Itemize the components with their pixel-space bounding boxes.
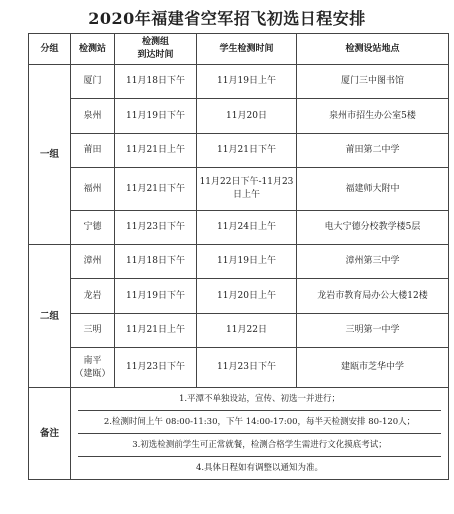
student-time-cell: 11月22日下午-11月23日上午 xyxy=(197,168,297,211)
table-row xyxy=(29,245,449,279)
student-time-cell: 11月20日 xyxy=(197,99,297,134)
location-cell: 泉州市招生办公室5楼 xyxy=(297,99,449,134)
header-location: 检测设站地点 xyxy=(297,34,449,65)
table-row xyxy=(29,99,449,134)
table-row xyxy=(29,211,449,245)
table-header-row xyxy=(29,34,449,65)
table-row xyxy=(29,65,449,99)
location-cell: 龙岩市教育局办公大楼12楼 xyxy=(297,279,449,314)
header-station: 检测站 xyxy=(71,34,115,65)
arrive-cell: 11月23日下午 xyxy=(115,211,197,245)
arrive-cell: 11月18日下午 xyxy=(115,245,197,279)
student-time-cell: 11月19日上午 xyxy=(197,65,297,99)
location-cell: 电大宁德分校教学楼5层 xyxy=(297,211,449,245)
note-line: 2.检测时间上午 08:00-11:30，下午 14:00-17:00，每半天检测安排 80-120人； xyxy=(78,411,441,434)
arrive-cell: 11月21日上午 xyxy=(115,134,197,168)
header-student-time: 学生检测时间 xyxy=(197,34,297,65)
arrive-cell: 11月21日上午 xyxy=(115,314,197,348)
station-cell: 泉州 xyxy=(71,99,115,134)
station-cell: 漳州 xyxy=(71,245,115,279)
group-label: 二组 xyxy=(29,245,71,388)
note-line: 4.具体日程如有调整以通知为准。 xyxy=(195,463,324,473)
arrive-cell: 11月19日下午 xyxy=(115,279,197,314)
schedule-table xyxy=(28,33,449,480)
location-cell: 建瓯市芝华中学 xyxy=(297,348,449,388)
location-cell: 三明第一中学 xyxy=(297,314,449,348)
station-cell: 福州 xyxy=(71,168,115,211)
station-cell: 三明 xyxy=(71,314,115,348)
station-cell: 莆田 xyxy=(71,134,115,168)
table-row xyxy=(29,134,449,168)
arrive-cell: 11月18日下午 xyxy=(115,65,197,99)
location-cell: 福建师大附中 xyxy=(297,168,449,211)
table-row xyxy=(29,348,449,388)
header-group: 分组 xyxy=(29,34,71,65)
table-row xyxy=(29,279,449,314)
student-time-cell: 11月19日上午 xyxy=(197,245,297,279)
arrive-cell: 11月23日下午 xyxy=(115,348,197,388)
arrive-cell: 11月19日下午 xyxy=(115,99,197,134)
student-time-cell: 11月23日下午 xyxy=(197,348,297,388)
station-cell: 宁德 xyxy=(71,211,115,245)
student-time-cell: 11月21日下午 xyxy=(197,134,297,168)
station-cell: 龙岩 xyxy=(71,279,115,314)
location-cell: 莆田第二中学 xyxy=(297,134,449,168)
note-line: 1.平潭不单独设站，宣传、初选一并进行； xyxy=(78,388,441,411)
station-cell: 厦门 xyxy=(71,65,115,99)
location-cell: 漳州第三中学 xyxy=(297,245,449,279)
student-time-cell: 11月20日上午 xyxy=(197,279,297,314)
page-title: 2020年福建省空军招飞初选日程安排 xyxy=(88,9,366,28)
header-arrive: 检测组 到达时间 xyxy=(115,34,197,65)
table-row xyxy=(29,168,449,211)
table-row xyxy=(29,314,449,348)
notes-row xyxy=(29,388,449,480)
notes-cell xyxy=(71,388,449,480)
arrive-cell: 11月21日下午 xyxy=(115,168,197,211)
group-label: 一组 xyxy=(29,65,71,245)
student-time-cell: 11月22日 xyxy=(197,314,297,348)
station-cell: 南平 （建瓯） xyxy=(71,348,115,388)
student-time-cell: 11月24日上午 xyxy=(197,211,297,245)
notes-label: 备注 xyxy=(29,388,71,480)
note-line: 3.初选检测前学生可正常就餐，检测合格学生需进行文化摸底考试； xyxy=(78,434,441,457)
location-cell: 厦门三中图书馆 xyxy=(297,65,449,99)
